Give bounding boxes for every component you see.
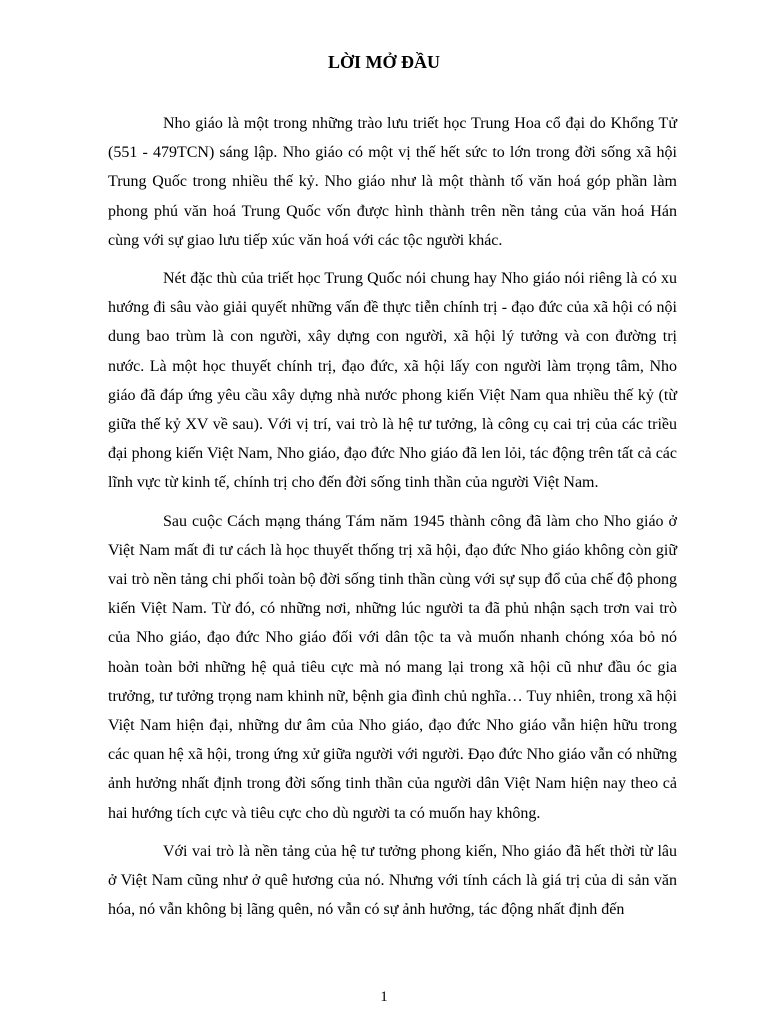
paragraph-1: Nho giáo là một trong những trào lưu triết học Trung Hoa cổ đại do Khổng Tử (551 - 479TCN) sáng lập. Nho giáo có một vị thế hết sức to lớn trong đời sống xã hội Trung Quốc trong nhiều thế kỷ. Nho giáo như là một thành tố văn hoá góp phần làm phong phú văn hoá Trung Quốc vốn được hình thành trên nền tảng của văn hoá Hán cùng với sự giao lưu tiếp xúc văn hoá với các tộc người khác.: [108, 115, 677, 249]
page-number: 1: [380, 989, 388, 1005]
document-body: [108, 109, 677, 933]
page-title: LỜI MỞ ĐẦU: [328, 52, 440, 72]
paragraph-2: Nét đặc thù của triết học Trung Quốc nói chung hay Nho giáo nói riêng là có xu hướng đi sâu vào giải quyết những vấn đề thực tiễn chính trị - đạo đức của xã hội có nội dung bao trùm là con người, xây dựng con người, xã hội lý tưởng và con đường trị nước. Là một học thuyết chính trị, đạo đức, xã hội lấy con người làm trọng tâm, Nho giáo đã đáp ứng yêu cầu xây dựng nhà nước phong kiến Việt Nam qua nhiều thế kỷ (từ giữa thế kỷ XV về sau). Với vị trí, vai trò là hệ tư tưởng, là công cụ cai trị của các triều đại phong kiến Việt Nam, Nho giáo, đạo đức Nho giáo đã len lỏi, tác động trên tất cả các lĩnh vực từ kinh tế, chính trị cho đến đời sống tinh thần của người Việt Nam.: [108, 270, 677, 492]
paragraph-4: Với vai trò là nền tảng của hệ tư tưởng phong kiến, Nho giáo đã hết thời từ lâu ở Việt Nam cũng như ở quê hương của nó. Nhưng với tính cách là giá trị của di sản văn hóa, nó vẫn không bị lãng quên, nó vẫn có sự ảnh hưởng, tác động nhất định đến: [108, 842, 677, 919]
paragraph-3: Sau cuộc Cách mạng tháng Tám năm 1945 thành công đã làm cho Nho giáo ở Việt Nam mất đi tư cách là học thuyết thống trị xã hội, đạo đức Nho giáo không còn giữ vai trò nền tảng chi phối toàn bộ đời sống tinh thần cùng với sự sụp đổ của chế độ phong kiến Việt Nam. Từ đó, có những nơi, những lúc người ta đã phủ nhận sạch trơn vai trò của Nho giáo, đạo đức Nho giáo đối với dân tộc ta và muốn nhanh chóng xóa bỏ nó hoàn toàn bởi những hệ quả tiêu cực mà nó mang lại trong xã hội cũ như đầu óc gia trưởng, tư tưởng trọng nam khinh nữ, bệnh gia đình chủ nghĩa… Tuy nhiên, trong xã hội Việt Nam hiện đại, những dư âm của Nho giáo, đạo đức Nho giáo vẫn hiện hữu trong các quan hệ xã hội, trong ứng xử giữa người với người. Đạo đức Nho giáo vẫn có những ảnh hưởng nhất định trong đời sống tinh thần của người dân Việt Nam hiện nay theo cả hai hướng tích cực và tiêu cực cho dù người ta có muốn hay không.: [108, 512, 677, 822]
